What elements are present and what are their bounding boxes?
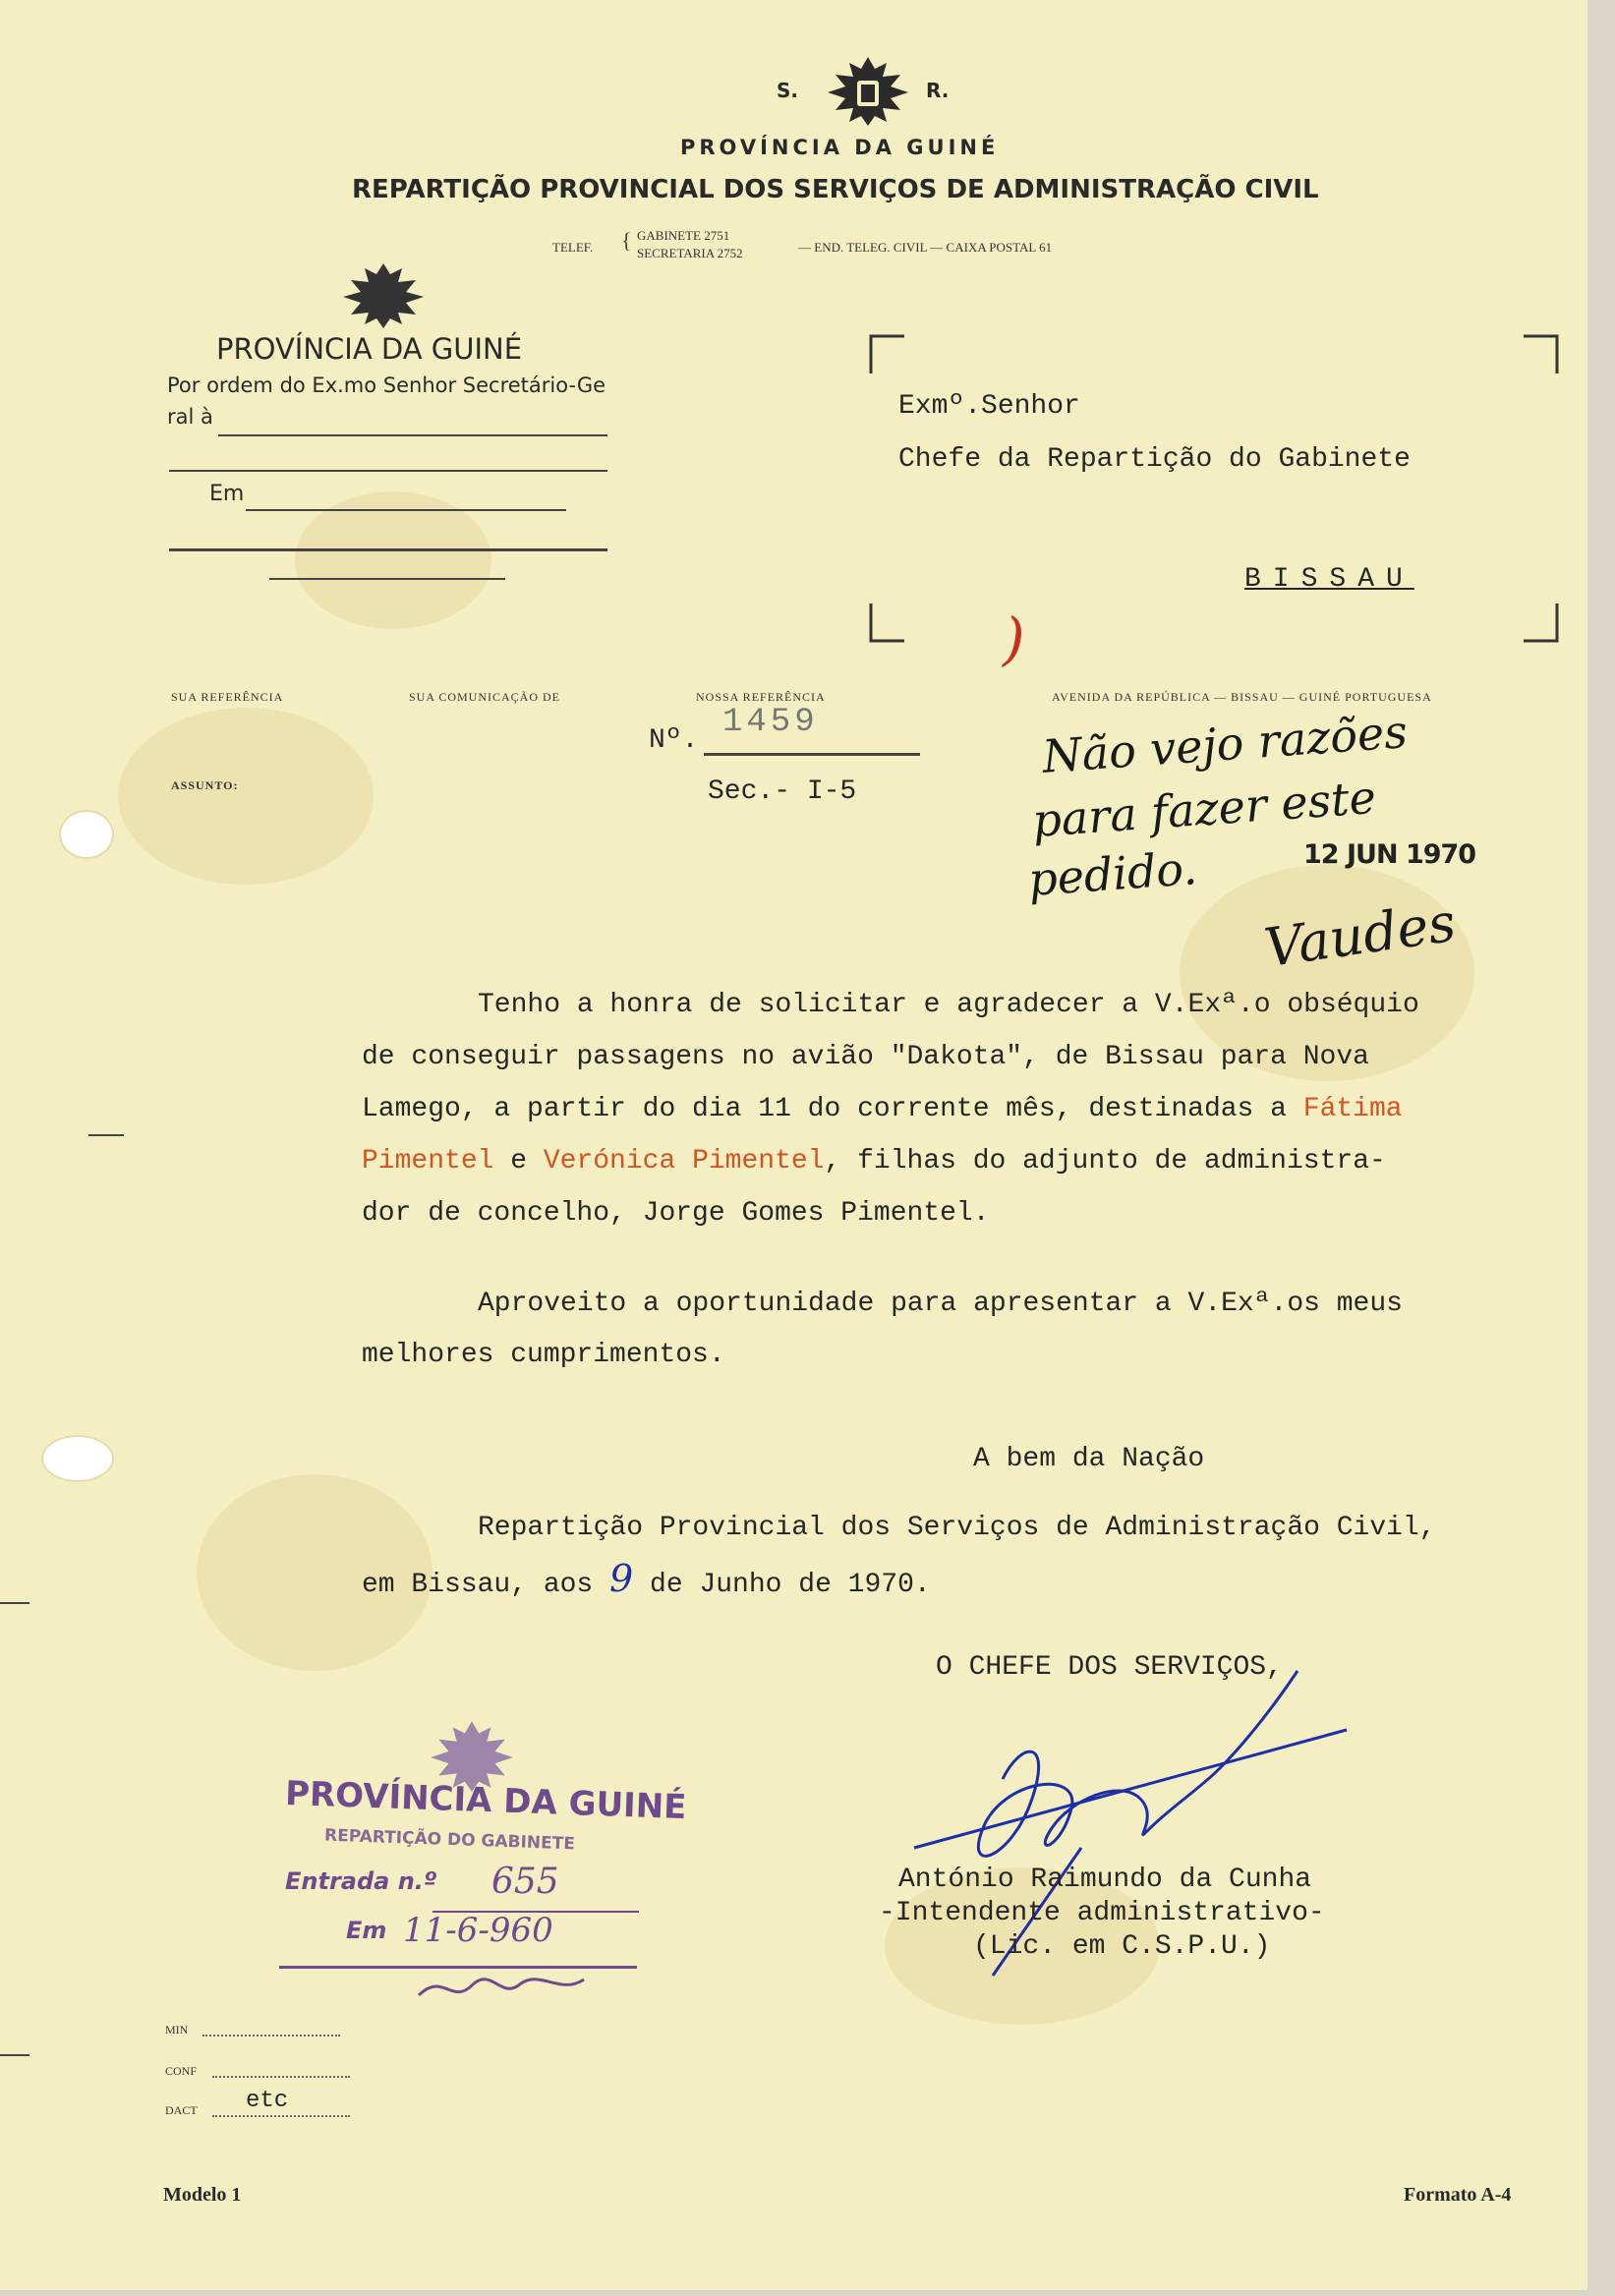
coat-of-arms-icon (824, 53, 912, 128)
highlighted-name: Verónica Pimentel (543, 1146, 825, 1177)
fill-line (269, 578, 505, 580)
body-paragraph1-line5: dor de concelho, Jorge Gomes Pimentel. (362, 1198, 990, 1229)
entrada-label: Entrada n.º (285, 1867, 437, 1895)
punch-hole (61, 812, 112, 857)
annotation-line1: Não vejo razões (1040, 705, 1410, 783)
paper-stain (295, 491, 491, 629)
body-paragraph1-line1: Tenho a honra de solicitar e agradecer a V.Exª.o obséquio (478, 990, 1419, 1020)
addressee-title: Chefe da Repartição do Gabinete (898, 444, 1411, 475)
fill-line (169, 548, 607, 551)
fill-line (202, 2035, 340, 2037)
gabinete-phone: GABINETE 2751 (637, 228, 730, 243)
fill-line (169, 470, 607, 472)
addressee-city: BISSAU (1244, 564, 1414, 595)
margin-mark (0, 1602, 29, 1604)
highlighted-name: Pimentel (362, 1146, 494, 1177)
secretaria-phone: SECRETARIA 2752 (637, 246, 743, 260)
sr-right-text: R. (926, 79, 950, 102)
annotation-line2: para fazer este (1030, 770, 1378, 848)
em-value: 11-6-960 (403, 1911, 553, 1950)
body-paragraph2-line1: Aproveito a oportunidade para apresentar a V.Exª.os meus (478, 1289, 1403, 1319)
sr-left-text: S. (777, 79, 799, 102)
body-paragraph2-line2: melhores cumprimentos. (362, 1340, 725, 1370)
formato-label: Formato A-4 (1404, 2184, 1512, 2206)
left-stamp-line1: Por ordem do Ex.mo Senhor Secretário-Ge (167, 373, 606, 397)
min-label: MIN (165, 2023, 189, 2037)
em-label: Em (346, 1917, 387, 1944)
highlighted-name: Fátima (1302, 1094, 1403, 1124)
bottom-stamp-subtitle: REPARTIÇÃO DO GABINETE (323, 1825, 576, 1855)
place-line2: em Bissau, aos 9 de Junho de 1970. (362, 1557, 931, 1600)
contact-info: — END. TELEG. CIVIL — CAIXA POSTAL 61 (798, 240, 1053, 255)
modelo-label: Modelo 1 (163, 2184, 242, 2206)
paper-stain (118, 708, 374, 885)
reference-number: 1459 (722, 704, 819, 741)
left-stamp-line2: ral à (167, 405, 213, 429)
signatory-name: António Raimundo da Cunha (898, 1865, 1312, 1895)
red-mark: ) (1003, 605, 1025, 672)
corner-mark-icon (869, 603, 904, 643)
bottom-stamp-title: PROVÍNCIA DA GUINÉ (284, 1773, 688, 1828)
annotation-signature: Vaudes (1260, 890, 1460, 980)
closing-formula: A bem da Nação (973, 1444, 1205, 1474)
assunto-label: ASSUNTO: (171, 778, 239, 792)
punch-hole (43, 1437, 112, 1480)
body-paragraph1-line4: Pimentel e Verónica Pimentel, filhas do adjunto de administra- (362, 1146, 1386, 1177)
left-stamp-em: Em (209, 482, 245, 506)
section-code: Sec.- I-5 (708, 776, 857, 807)
margin-mark (0, 2054, 29, 2056)
stamp-scribble (413, 1966, 590, 2009)
signatory-degree: (Lic. em C.S.P.U.) (973, 1931, 1271, 1962)
left-stamp-title: PROVÍNCIA DA GUINÉ (216, 332, 523, 366)
brace-icon: { (621, 228, 632, 253)
corner-mark-icon (1524, 334, 1559, 373)
province-heading: PROVÍNCIA DA GUINÉ (680, 136, 1000, 159)
body-paragraph1-line3: Lamego, a partir do dia 11 do corrente mês, destinadas a Fátima (362, 1094, 1403, 1124)
sua-comunicacao-label: SUA COMUNICAÇÃO DE (409, 690, 561, 704)
nossa-referencia-label: NOSSA REFERÊNCIA (696, 690, 826, 704)
address-line: AVENIDA DA REPÚBLICA — BISSAU — GUINÉ PORTUGUESA (1052, 690, 1432, 704)
fill-line (212, 2076, 350, 2078)
entrada-value: 655 (491, 1862, 559, 1902)
conf-label: CONF (165, 2064, 198, 2078)
annotation-line3: pedido. (1026, 841, 1199, 906)
date-stamp: 12 JUN 1970 (1303, 839, 1476, 870)
signatory-position: -Intendente administrativo- (879, 1898, 1325, 1928)
number-label: Nº. (649, 725, 699, 756)
corner-mark-icon (869, 334, 904, 373)
sua-referencia-label: SUA REFERÊNCIA (171, 690, 284, 704)
margin-mark (88, 1134, 124, 1136)
fill-line (246, 509, 566, 511)
dact-value: etc (246, 2088, 289, 2114)
telef-label: TELEF. (552, 240, 594, 255)
corner-mark-icon (1524, 603, 1559, 643)
signature-role: O CHEFE DOS SERVIÇOS, (936, 1652, 1283, 1683)
coat-of-arms-icon (339, 259, 428, 330)
place-line1: Repartição Provincial dos Serviços de Administração Civil, (478, 1513, 1436, 1543)
handwritten-day: 9 (609, 1557, 634, 1600)
body-paragraph1-line2: de conseguir passagens no avião "Dakota", de Bissau para Nova (362, 1042, 1369, 1072)
department-heading: REPARTIÇÃO PROVINCIAL DOS SERVIÇOS DE ADMINISTRAÇÃO CIVIL (352, 175, 1319, 204)
fill-line (704, 753, 920, 756)
addressee-salutation: Exmº.Senhor (898, 391, 1080, 422)
dact-label: DACT (165, 2103, 198, 2117)
fill-line (218, 434, 607, 436)
fill-line (212, 2115, 350, 2117)
